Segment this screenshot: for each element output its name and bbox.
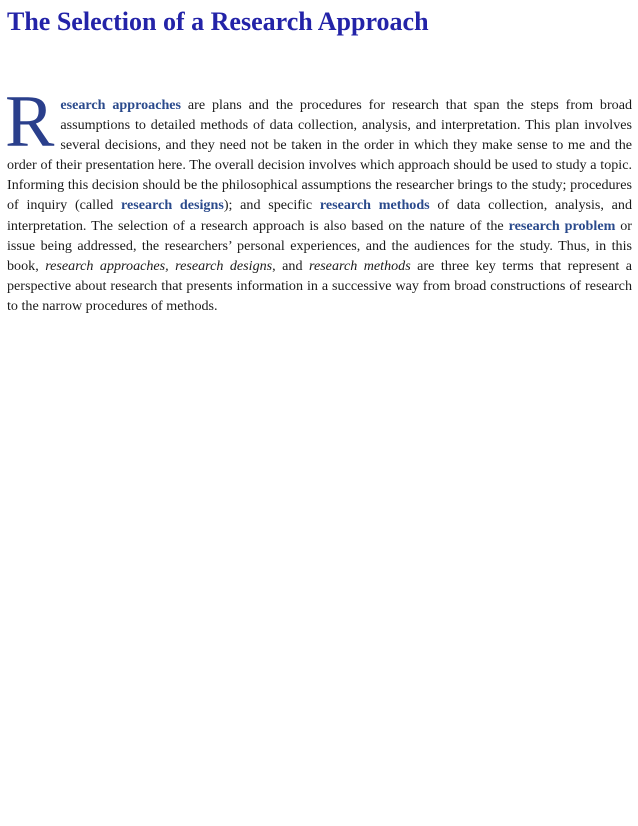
paragraph-text: ); and specific — [223, 197, 320, 214]
paragraph-text: are three key terms that represent a perspective about research that presents information in a successive way from broad constructions of research to the narrow procedures of methods. — [7, 257, 633, 314]
body-paragraph — [5, 81, 633, 316]
paragraph-text: , and — [272, 257, 309, 274]
paragraph-text: of data collection, analysis, and interpretation. The selection of a research approach is also based on the nature of the — [7, 197, 633, 234]
drop-cap-letter: R — [5, 81, 55, 163]
key-term-research-methods: research methods — [319, 197, 430, 214]
key-term-research-approaches: esearch approaches — [60, 97, 182, 113]
paragraph-text: or issue being addressed, the researchers’ personal experiences, and the audiences for the study. Thus, in this book, — [7, 217, 632, 274]
page-title: The Selection of a Research Approach — [7, 7, 429, 36]
key-term-research-problem: research problem — [508, 217, 616, 234]
key-term-research-designs: research designs — [121, 197, 224, 214]
italic-terms: research approaches, research designs — [45, 257, 273, 274]
italic-term-research-methods: research methods — [308, 257, 411, 274]
paragraph-text: are plans and the procedures for research that span the steps from broad assumptions to detailed methods of data collection, analysis, and interpretation. This plan involves several decisions, and they need not be taken in the order in which they make sense to me and the order of their presentation here. The overall decision involves which approach should be used to study a topic. Informing this decision should be the philosophical assumptions the researcher brings to the study; procedures of inquiry (called — [7, 97, 632, 214]
